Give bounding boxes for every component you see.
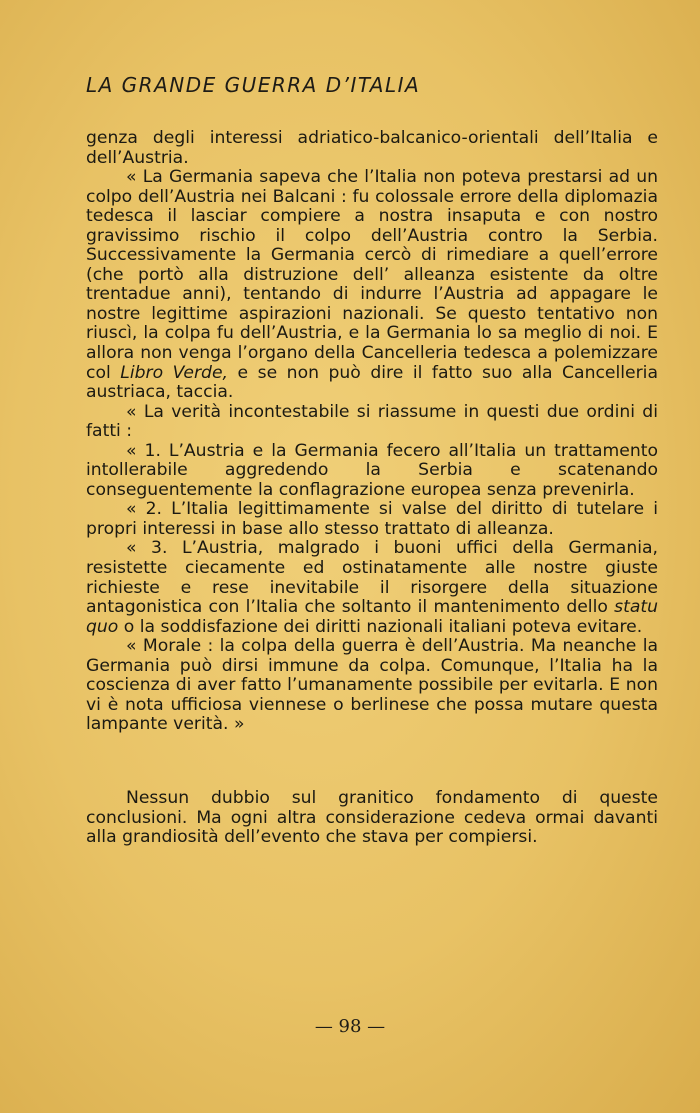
body-text [86, 129, 658, 848]
running-header: LA GRANDE GUERRA D’ITALIA [86, 73, 421, 97]
paragraph: « La Germania sapeva che l’Italia non poteva prestarsi ad un colpo dell’Austria nei Balcani : fu colossale errore della diplomazia tedesca il lasciar compiere a nostra insaputa e con nostro gravissimo rischio il colpo dell’Austria contro la Serbia. Successivamente la Germania cercò di rimediare a quell’errore (che portò alla distruzione dell’ alleanza esistente da oltre trentadue anni), tentando di indurre l’Austria ad appagare le nostre legittime aspirazioni nazionali. Se questo tentativo non riuscì, la colpa fu dell’Austria, e la Germania lo sa meglio di noi. E allora non venga l’organo della Cancelleria tedesca a polemizzare col Libro Verde, e se non può dire il fatto suo alla Cancelleria austriaca, taccia. [86, 167, 658, 403]
paragraph: « Morale : la colpa della guerra è dell’Austria. Ma neanche la Germania può dirsi immune da colpa. Comunque, l’Italia ha la coscienza di aver fatto l’umanamente possibile per evitarla. E non vi è nota ufficiosa viennese o berlinese che possa mutare questa lampante verità. » [86, 636, 658, 735]
paragraph: Nessun dubbio sul granitico fondamento di queste conclusioni. Ma ogni altra considerazione cedeva ormai davanti alla grandiosità dell’evento che stava per compiersi. [86, 787, 658, 848]
paragraph: « La verità incontestabile si riassume in questi due ordini di fatti : [86, 401, 658, 442]
section-gap [86, 735, 658, 789]
paragraph: genza degli interessi adriatico-balcanico-orientali dell’Italia e dell’Austria. [86, 128, 658, 168]
list-item: « 3. L’Austria, malgrado i buoni uffici della Germania, resistette ciecamente ed ostinatamente alle nostre giuste richieste e rese inevitabile il risorgere della situazione antagonistica con l’Italia che soltanto il mantenimento dello statu quo o la soddisfazione dei diritti nazionali italiani poteva evitare. [86, 538, 658, 637]
list-item: « 1. L’Austria e la Germania fecero all’Italia un trattamento intollerabile aggredendo la Serbia e scatenando conseguentemente la conflagrazione europea senza prevenirla. [86, 440, 658, 500]
list-item: « 2. L’Italia legittimamente si valse del diritto di tutelare i propri interessi in base allo stesso trattato di alleanza. [86, 499, 658, 539]
page-number: — 98 — [314, 1016, 386, 1037]
